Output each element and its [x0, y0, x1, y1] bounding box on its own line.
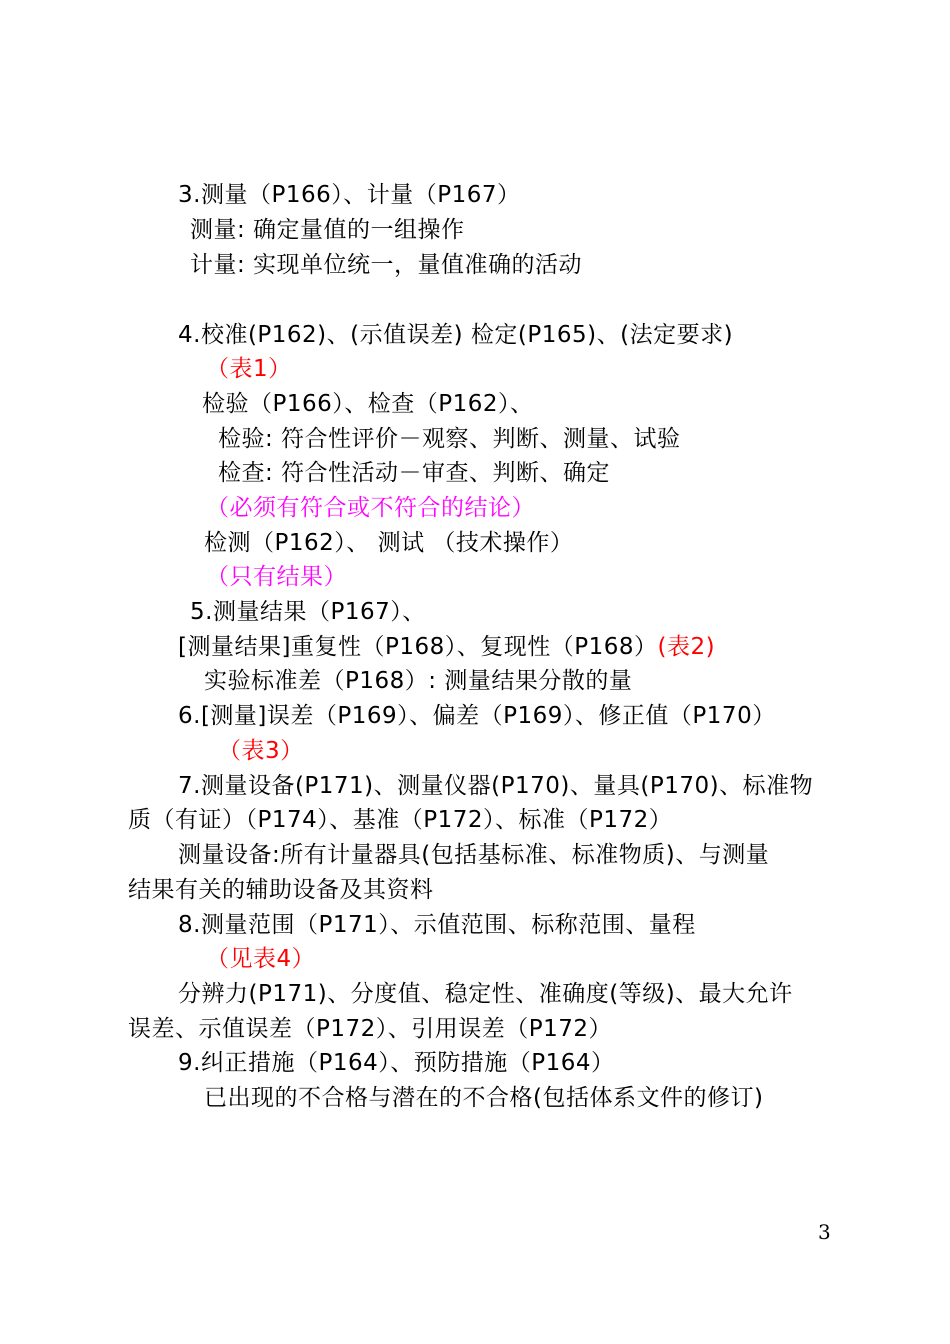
item-7-continued: 质（有证）（P174）、基准（P172）、标准（P172）: [128, 807, 673, 833]
heading-item-7: 7.测量设备(P171)、测量仪器(P170)、量具(P170)、标准物: [178, 773, 814, 799]
heading-item-3: 3.测量（P166）、计量（P167）: [178, 182, 521, 208]
std-deviation-line: 实验标准差（P168）: 测量结果分散的量: [204, 668, 633, 694]
definition-equipment: 测量设备:所有计量器具(包括基标准、标准物质)、与测量: [178, 842, 770, 868]
heading-item-8: 8.测量范围（P171）、示值范围、标称范围、量程: [178, 912, 696, 938]
table-ref-2: (表2): [657, 634, 716, 660]
definition-inspection: 检验: 符合性评价－观察、判断、测量、试验: [218, 426, 681, 452]
resolution-line-continued: 误差、示值误差（P172）、引用误差（P172）: [128, 1016, 613, 1042]
definition-check: 检查: 符合性活动－审查、判断、确定: [218, 460, 611, 486]
table-ref-4: （见表4）: [206, 946, 316, 972]
nonconformity-line: 已出现的不合格与潜在的不合格(包括体系文件的修订): [204, 1085, 764, 1111]
repeatability-text: [测量结果]重复性（P168）、复现性（P168）: [178, 634, 658, 660]
note-result-only: （只有结果）: [206, 564, 347, 590]
note-conclusion: （必须有符合或不符合的结论）: [206, 495, 535, 521]
table-ref-1: （表1）: [206, 356, 292, 382]
heading-item-9: 9.纠正措施（P164）、预防措施（P164）: [178, 1050, 615, 1076]
heading-item-5: 5.测量结果（P167）、: [190, 599, 426, 625]
repeatability-line: [178, 630, 715, 664]
table-ref-3: （表3）: [218, 738, 304, 764]
page-number: 3: [818, 1220, 831, 1244]
inspection-line: 检验（P166）、检查（P162）、: [202, 391, 534, 417]
definition-measurement: 测量: 确定量值的一组操作: [190, 217, 465, 243]
resolution-line: 分辨力(P171)、分度值、稳定性、准确度(等级)、最大允许: [178, 981, 793, 1007]
heading-item-4: 4.校准(P162)、(示值误差) 检定(P165)、(法定要求): [178, 322, 734, 348]
definition-metrology: 计量: 实现单位统一，量值准确的活动: [190, 252, 583, 278]
testing-line: 检测（P162）、 测试 （技术操作）: [204, 530, 574, 556]
heading-item-6: 6.[测量]误差（P169）、偏差（P169）、修正值（P170）: [178, 703, 776, 729]
definition-equipment-continued: 结果有关的辅助设备及其资料: [128, 877, 434, 903]
